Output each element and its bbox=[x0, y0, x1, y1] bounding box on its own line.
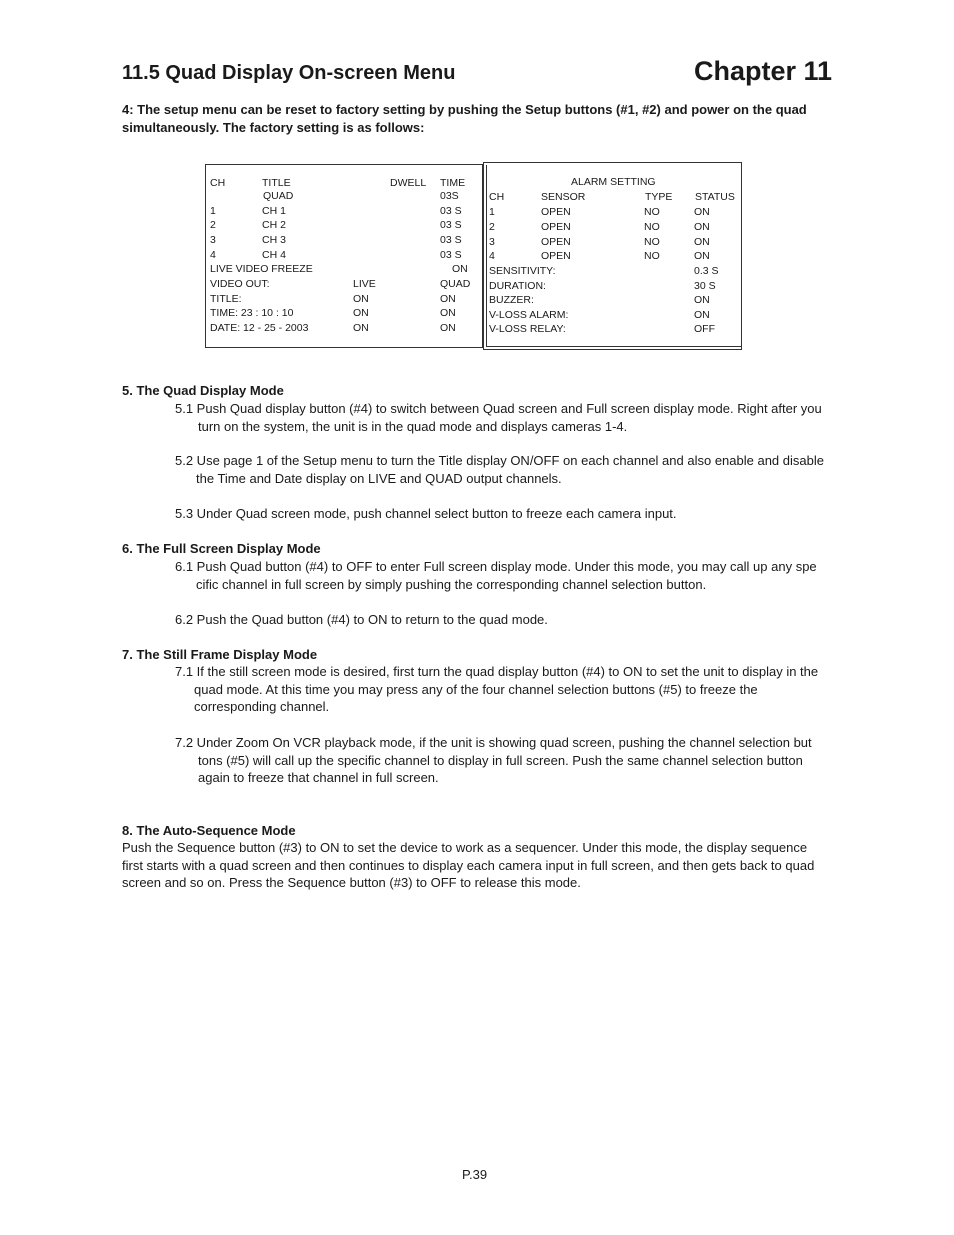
alarm-setting-table bbox=[483, 162, 742, 350]
paragraph-line: tons (#5) will call up the specific channel to display in full screen. Push the same channel selection button bbox=[198, 752, 803, 768]
row-type: NO bbox=[644, 221, 660, 233]
col-header-dwell: DWELL bbox=[390, 177, 427, 189]
sensitivity-label: SENSITIVITY: bbox=[489, 265, 556, 277]
vloss-alarm-label: V-LOSS ALARM: bbox=[489, 309, 569, 321]
section-6-heading: 6. The Full Screen Display Mode bbox=[122, 541, 321, 556]
vloss-relay-label: V-LOSS RELAY: bbox=[489, 323, 566, 335]
buzzer-label: BUZZER: bbox=[489, 294, 534, 306]
buzzer-value: ON bbox=[694, 294, 710, 306]
paragraph-line: turn on the system, the unit is in the quad mode and displays cameras 1-4. bbox=[198, 418, 628, 434]
title-live: ON bbox=[353, 293, 369, 305]
row-ch: 4 bbox=[489, 250, 495, 262]
date-live: ON bbox=[353, 322, 369, 334]
chapter-title: Chapter 11 bbox=[694, 56, 833, 86]
video-out-label: VIDEO OUT: bbox=[210, 278, 270, 290]
paragraph-line: the Time and Date display on LIVE and QUAD output channels. bbox=[196, 470, 562, 486]
intro-paragraph bbox=[122, 101, 834, 136]
col-header-time: TIME bbox=[440, 177, 466, 189]
paragraph-line: Push the Sequence button (#3) to ON to set the device to work as a sequencer. Under this mode, the display sequence bbox=[122, 840, 808, 855]
date-quad: ON bbox=[440, 322, 456, 334]
duration-value: 30 S bbox=[694, 280, 716, 292]
row-sensor: OPEN bbox=[541, 206, 571, 218]
row-ch: 4 bbox=[210, 249, 216, 261]
paragraph-5-2 bbox=[175, 452, 835, 487]
video-out-quad: QUAD bbox=[440, 278, 471, 290]
row-type: NO bbox=[644, 236, 660, 248]
col-header-sensor: SENSOR bbox=[541, 191, 586, 203]
row-status: ON bbox=[694, 236, 710, 248]
paragraph-7-2 bbox=[175, 734, 835, 787]
vloss-alarm-value: ON bbox=[694, 309, 710, 321]
time-quad: ON bbox=[440, 307, 456, 319]
paragraph-line: 6.1 Push Quad button (#4) to OFF to enter Full screen display mode. Under this mode, you may call up any spe bbox=[175, 559, 817, 574]
row-sensor: OPEN bbox=[541, 236, 571, 248]
intro-line: 4: The setup menu can be reset to factory setting by pushing the Setup buttons (#1, #2) and power on the quad bbox=[122, 102, 807, 117]
section-title: 11.5 Quad Display On-screen Menu bbox=[122, 62, 456, 84]
row-title: CH 2 bbox=[262, 219, 286, 231]
col-header-ch: CH bbox=[489, 191, 505, 203]
quad-label: QUAD bbox=[263, 190, 294, 202]
col-header-type: TYPE bbox=[645, 191, 673, 203]
col-header-status: STATUS bbox=[695, 191, 735, 203]
factory-title-table bbox=[205, 164, 483, 348]
time-label: TIME: 23 : 10 : 10 bbox=[210, 307, 294, 319]
paragraph-8 bbox=[122, 839, 842, 892]
row-ch: 3 bbox=[489, 236, 495, 248]
intro-line: simultaneously. The factory setting is as follows: bbox=[122, 119, 425, 135]
row-type: NO bbox=[644, 250, 660, 262]
paragraph-line: screen and so on. Press the Sequence button (#3) to OFF to release this mode. bbox=[122, 875, 581, 890]
row-time: 03 S bbox=[440, 249, 462, 261]
section-5-heading: 5. The Quad Display Mode bbox=[122, 383, 284, 398]
paragraph-line: 5.2 Use page 1 of the Setup menu to turn the Title display ON/OFF on each channel and also enable and disable bbox=[175, 453, 824, 468]
paragraph-line: 7.2 Under Zoom On VCR playback mode, if the unit is showing quad screen, pushing the channel selection but bbox=[175, 735, 812, 750]
col-header-ch: CH bbox=[210, 177, 226, 189]
row-ch: 1 bbox=[210, 205, 216, 217]
live-freeze-label: LIVE VIDEO FREEZE bbox=[210, 263, 313, 275]
paragraph-line: 5.1 Push Quad display button (#4) to switch between Quad screen and Full screen display mode. Right after you bbox=[175, 401, 822, 416]
live-freeze-value: ON bbox=[452, 263, 468, 275]
row-title: CH 4 bbox=[262, 249, 286, 261]
paragraph-line: first starts with a quad screen and then continues to display each camera input in full screen, and then gets back to quad bbox=[122, 857, 815, 873]
row-type: NO bbox=[644, 206, 660, 218]
row-status: ON bbox=[694, 221, 710, 233]
video-out-live: LIVE bbox=[353, 278, 376, 290]
row-status: ON bbox=[694, 206, 710, 218]
row-title: CH 1 bbox=[262, 205, 286, 217]
paragraph-line: again to freeze that channel in full screen. bbox=[198, 770, 439, 785]
date-label: DATE: 12 - 25 - 2003 bbox=[210, 322, 309, 334]
title-label: TITLE: bbox=[210, 293, 242, 305]
paragraph-line: 7.1 If the still screen mode is desired, first turn the quad display button (#4) to ON to set the unit to display in the bbox=[175, 664, 819, 679]
row-time: 03 S bbox=[440, 234, 462, 246]
row-time: 03 S bbox=[440, 219, 462, 231]
section-8-heading: 8. The Auto-Sequence Mode bbox=[122, 823, 296, 838]
row-status: ON bbox=[694, 250, 710, 262]
row-sensor: OPEN bbox=[541, 250, 571, 262]
row-title: CH 3 bbox=[262, 234, 286, 246]
row-time: 03 S bbox=[440, 205, 462, 217]
row-ch: 2 bbox=[489, 221, 495, 233]
col-header-title: TITLE bbox=[262, 177, 291, 189]
sensitivity-value: 0.3 S bbox=[694, 265, 719, 277]
row-sensor: OPEN bbox=[541, 221, 571, 233]
alarm-table-title: ALARM SETTING bbox=[571, 176, 656, 188]
paragraph-6-2: 6.2 Push the Quad button (#4) to ON to return to the quad mode. bbox=[175, 612, 548, 627]
section-7-heading: 7. The Still Frame Display Mode bbox=[122, 647, 318, 662]
paragraph-line: cific channel in full screen by simply pushing the corresponding channel selection button. bbox=[196, 576, 707, 592]
paragraph-line: quad mode. At this time you may press any of the four channel selection buttons (#5) to freeze the bbox=[194, 681, 758, 697]
time-live: ON bbox=[353, 307, 369, 319]
title-quad: ON bbox=[440, 293, 456, 305]
page-number: P.39 bbox=[462, 1167, 488, 1182]
paragraph-6-1 bbox=[175, 558, 835, 593]
paragraph-line: corresponding channel. bbox=[194, 699, 330, 714]
row-ch: 1 bbox=[489, 206, 495, 218]
paragraph-7-1 bbox=[175, 663, 835, 716]
row-ch: 2 bbox=[210, 219, 216, 231]
paragraph-5-3: 5.3 Under Quad screen mode, push channel select button to freeze each camera input. bbox=[175, 506, 677, 521]
vloss-relay-value: OFF bbox=[694, 323, 715, 335]
row-ch: 3 bbox=[210, 234, 216, 246]
quad-time: 03S bbox=[440, 190, 459, 202]
paragraph-5-1 bbox=[175, 400, 835, 435]
duration-label: DURATION: bbox=[489, 280, 546, 292]
